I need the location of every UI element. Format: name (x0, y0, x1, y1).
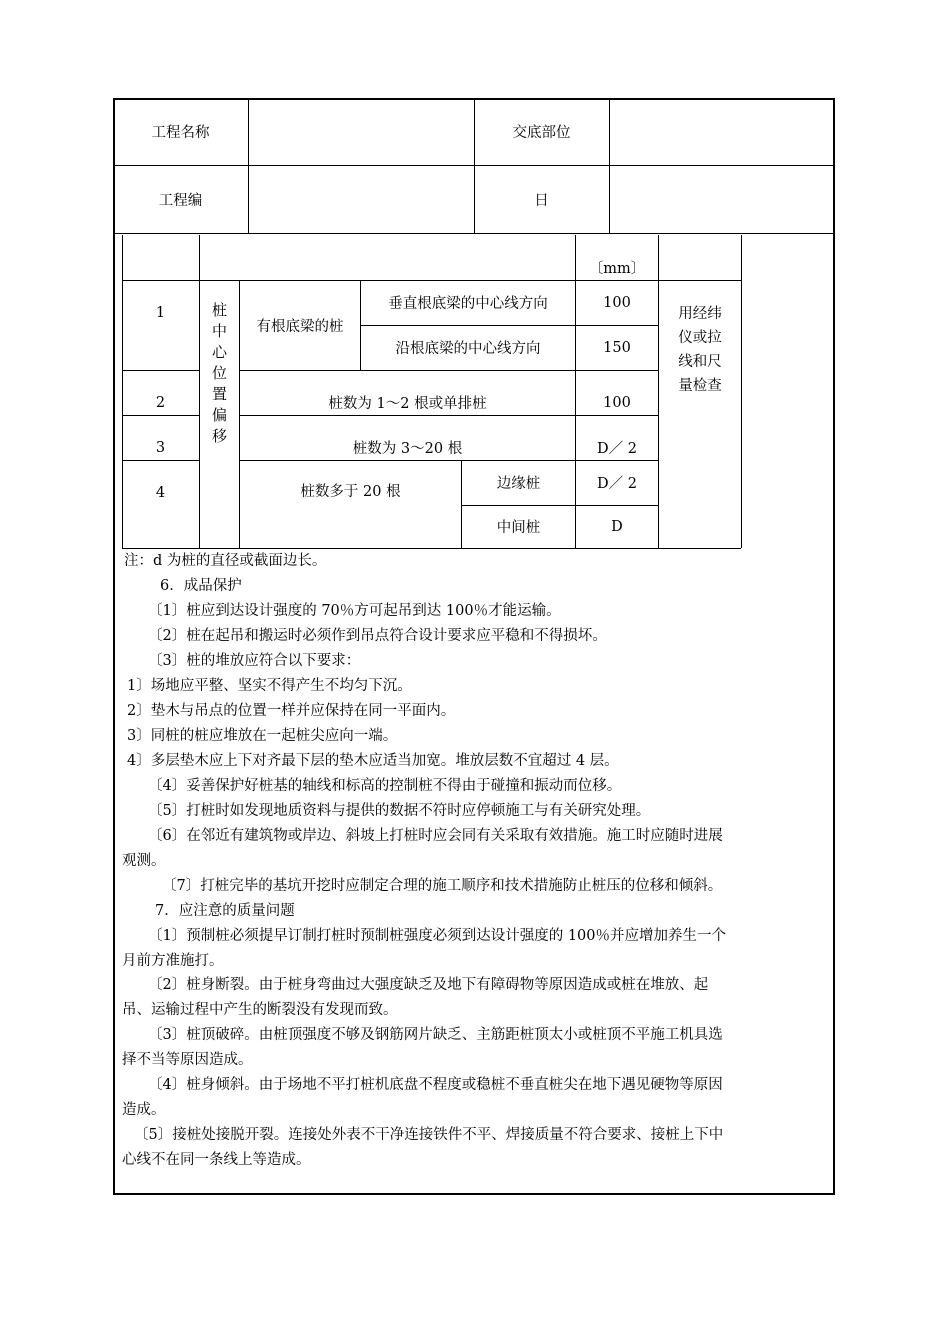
project-name-value[interactable] (249, 98, 474, 165)
row-2-no: 2 (155, 394, 166, 411)
body-line: 〔2〕桩在起吊和搬运时必须作到吊点符合设计要求应平稳和不得损坏。 (148, 628, 607, 644)
body-line: 吊、运输过程中产生的断裂没有发现而致。 (122, 1002, 398, 1018)
body-line: 〔1〕预制桩必须提早订制打桩时预制桩强度必须到达设计强度的 100％并应增加养生一个 (148, 928, 727, 944)
note-line: 注：d 为桩的直径或截面边长。 (124, 553, 327, 569)
body-line: 观测。 (122, 853, 166, 869)
project-no-value[interactable] (249, 166, 474, 233)
tbl-line (741, 235, 742, 548)
tbl-line (122, 415, 200, 416)
body-line: 〔2〕桩身断裂。由于桩身弯曲过大强度缺乏及地下有障碍物等原因造成或桩在堆放、起 (148, 977, 709, 993)
date-value[interactable] (610, 166, 835, 233)
row-1-item: 有根底梁的桩 (256, 318, 344, 335)
body-line: 月前方准施打。 (122, 953, 224, 969)
location-value[interactable] (610, 98, 835, 165)
row-4-val2: D (611, 518, 623, 535)
method-text (659, 302, 741, 398)
row-3-item: 桩数为 3～20 根 (352, 441, 463, 457)
row-2-item: 桩数为 1～2 根或单排桩 (328, 396, 487, 412)
row-4-val1: D／ 2 (597, 476, 637, 492)
body-line: 〔5〕打桩时如发现地质资料与提供的数据不符时应停顿施工与有关研究处理。 (148, 803, 651, 819)
location-label: 交底部位 (512, 125, 571, 141)
project-name-label: 工程名称 (151, 125, 210, 141)
body-line: 〔1〕桩应到达设计强度的 70％方可起吊到达 100％才能运输。 (148, 603, 561, 619)
body-line: 心线不在同一条线上等造成。 (122, 1152, 311, 1168)
body-line: 〔4〕桩身倾斜。由于场地不平打桩机底盘不程度或稳桩不垂直桩尖在地下遇见硬物等原因 (148, 1077, 723, 1093)
row-1-val2: 150 (603, 339, 631, 356)
body-line: 4〕多层垫木应上下对齐最下层的垫木应适当加宽。堆放层数不宜超过 4 层。 (127, 753, 619, 769)
row-4-sub1: 边缘桩 (496, 476, 541, 492)
body-line: 〔7〕打桩完毕的基坑开挖时应制定合理的施工顺序和技术措施防止桩压的位移和倾斜。 (162, 878, 723, 894)
group-label: 桩中心位置偏移 (210, 302, 228, 449)
row-2-val: 100 (603, 394, 631, 411)
date-label: 日 (534, 193, 549, 209)
row-1-val1: 100 (603, 294, 631, 311)
row-4-item: 桩数多于 20 根 (300, 483, 401, 500)
body-line: 〔5〕接桩处接脱开裂。连接处外表不干净连接铁件不平、焊接质量不符合要求、接桩上下中 (134, 1127, 724, 1143)
row-4-sub2: 中间桩 (496, 520, 541, 536)
header-bottom (113, 233, 835, 234)
body-line: 〔3〕桩的堆放应符合以下要求： (148, 653, 361, 669)
row-1-sub2: 沿根底梁的中心线方向 (395, 341, 541, 357)
body-line: 〔6〕在邻近有建筑物或岸边、斜坡上打桩时应会同有关采取有效措施。施工时应随时进展 (148, 828, 723, 844)
body-line: 2〕垫木与吊点的位置一样并应保持在同一平面内。 (127, 703, 456, 719)
body-line: 1〕场地应平整、坚实不得产生不均匀下沉。 (127, 678, 412, 694)
method-line: 用经纬 (678, 306, 722, 322)
body-line: 择不当等原因造成。 (122, 1052, 253, 1068)
method-line: 仪或拉 (678, 330, 722, 346)
tbl-line (122, 370, 200, 371)
section-heading: 7．应注意的质量问题 (155, 903, 295, 919)
tbl-line (199, 235, 200, 548)
method-line: 量检查 (678, 378, 722, 394)
body-line: 〔3〕桩顶破碎。由桩顶强度不够及钢筋网片缺乏、主筋距桩顶太小或桩顶不平施工机具选 (148, 1027, 723, 1043)
project-no-label: 工程编 (158, 193, 203, 209)
row-3-val: D／ 2 (597, 441, 637, 457)
row-3-no: 3 (155, 439, 166, 456)
section-heading: 6．成品保护 (160, 578, 242, 594)
row-1-sub1: 垂直根底梁的中心线方向 (388, 296, 548, 312)
row-4-no: 4 (155, 484, 166, 501)
body-line: 造成。 (122, 1102, 166, 1118)
tbl-line (122, 460, 200, 461)
body-line: 3〕同桩的桩应堆放在一起桩尖应向一端。 (127, 728, 398, 744)
method-line: 线和尺 (678, 354, 722, 370)
body-line: 〔4〕妥善保护好桩基的轴线和标高的控制桩不得由于碰撞和振动而位移。 (148, 778, 622, 794)
unit-label: 〔mm〕 (588, 261, 646, 277)
row-1-no: 1 (155, 304, 166, 321)
tbl-line (239, 370, 658, 371)
tbl-line (122, 548, 741, 549)
tbl-line (239, 415, 658, 416)
